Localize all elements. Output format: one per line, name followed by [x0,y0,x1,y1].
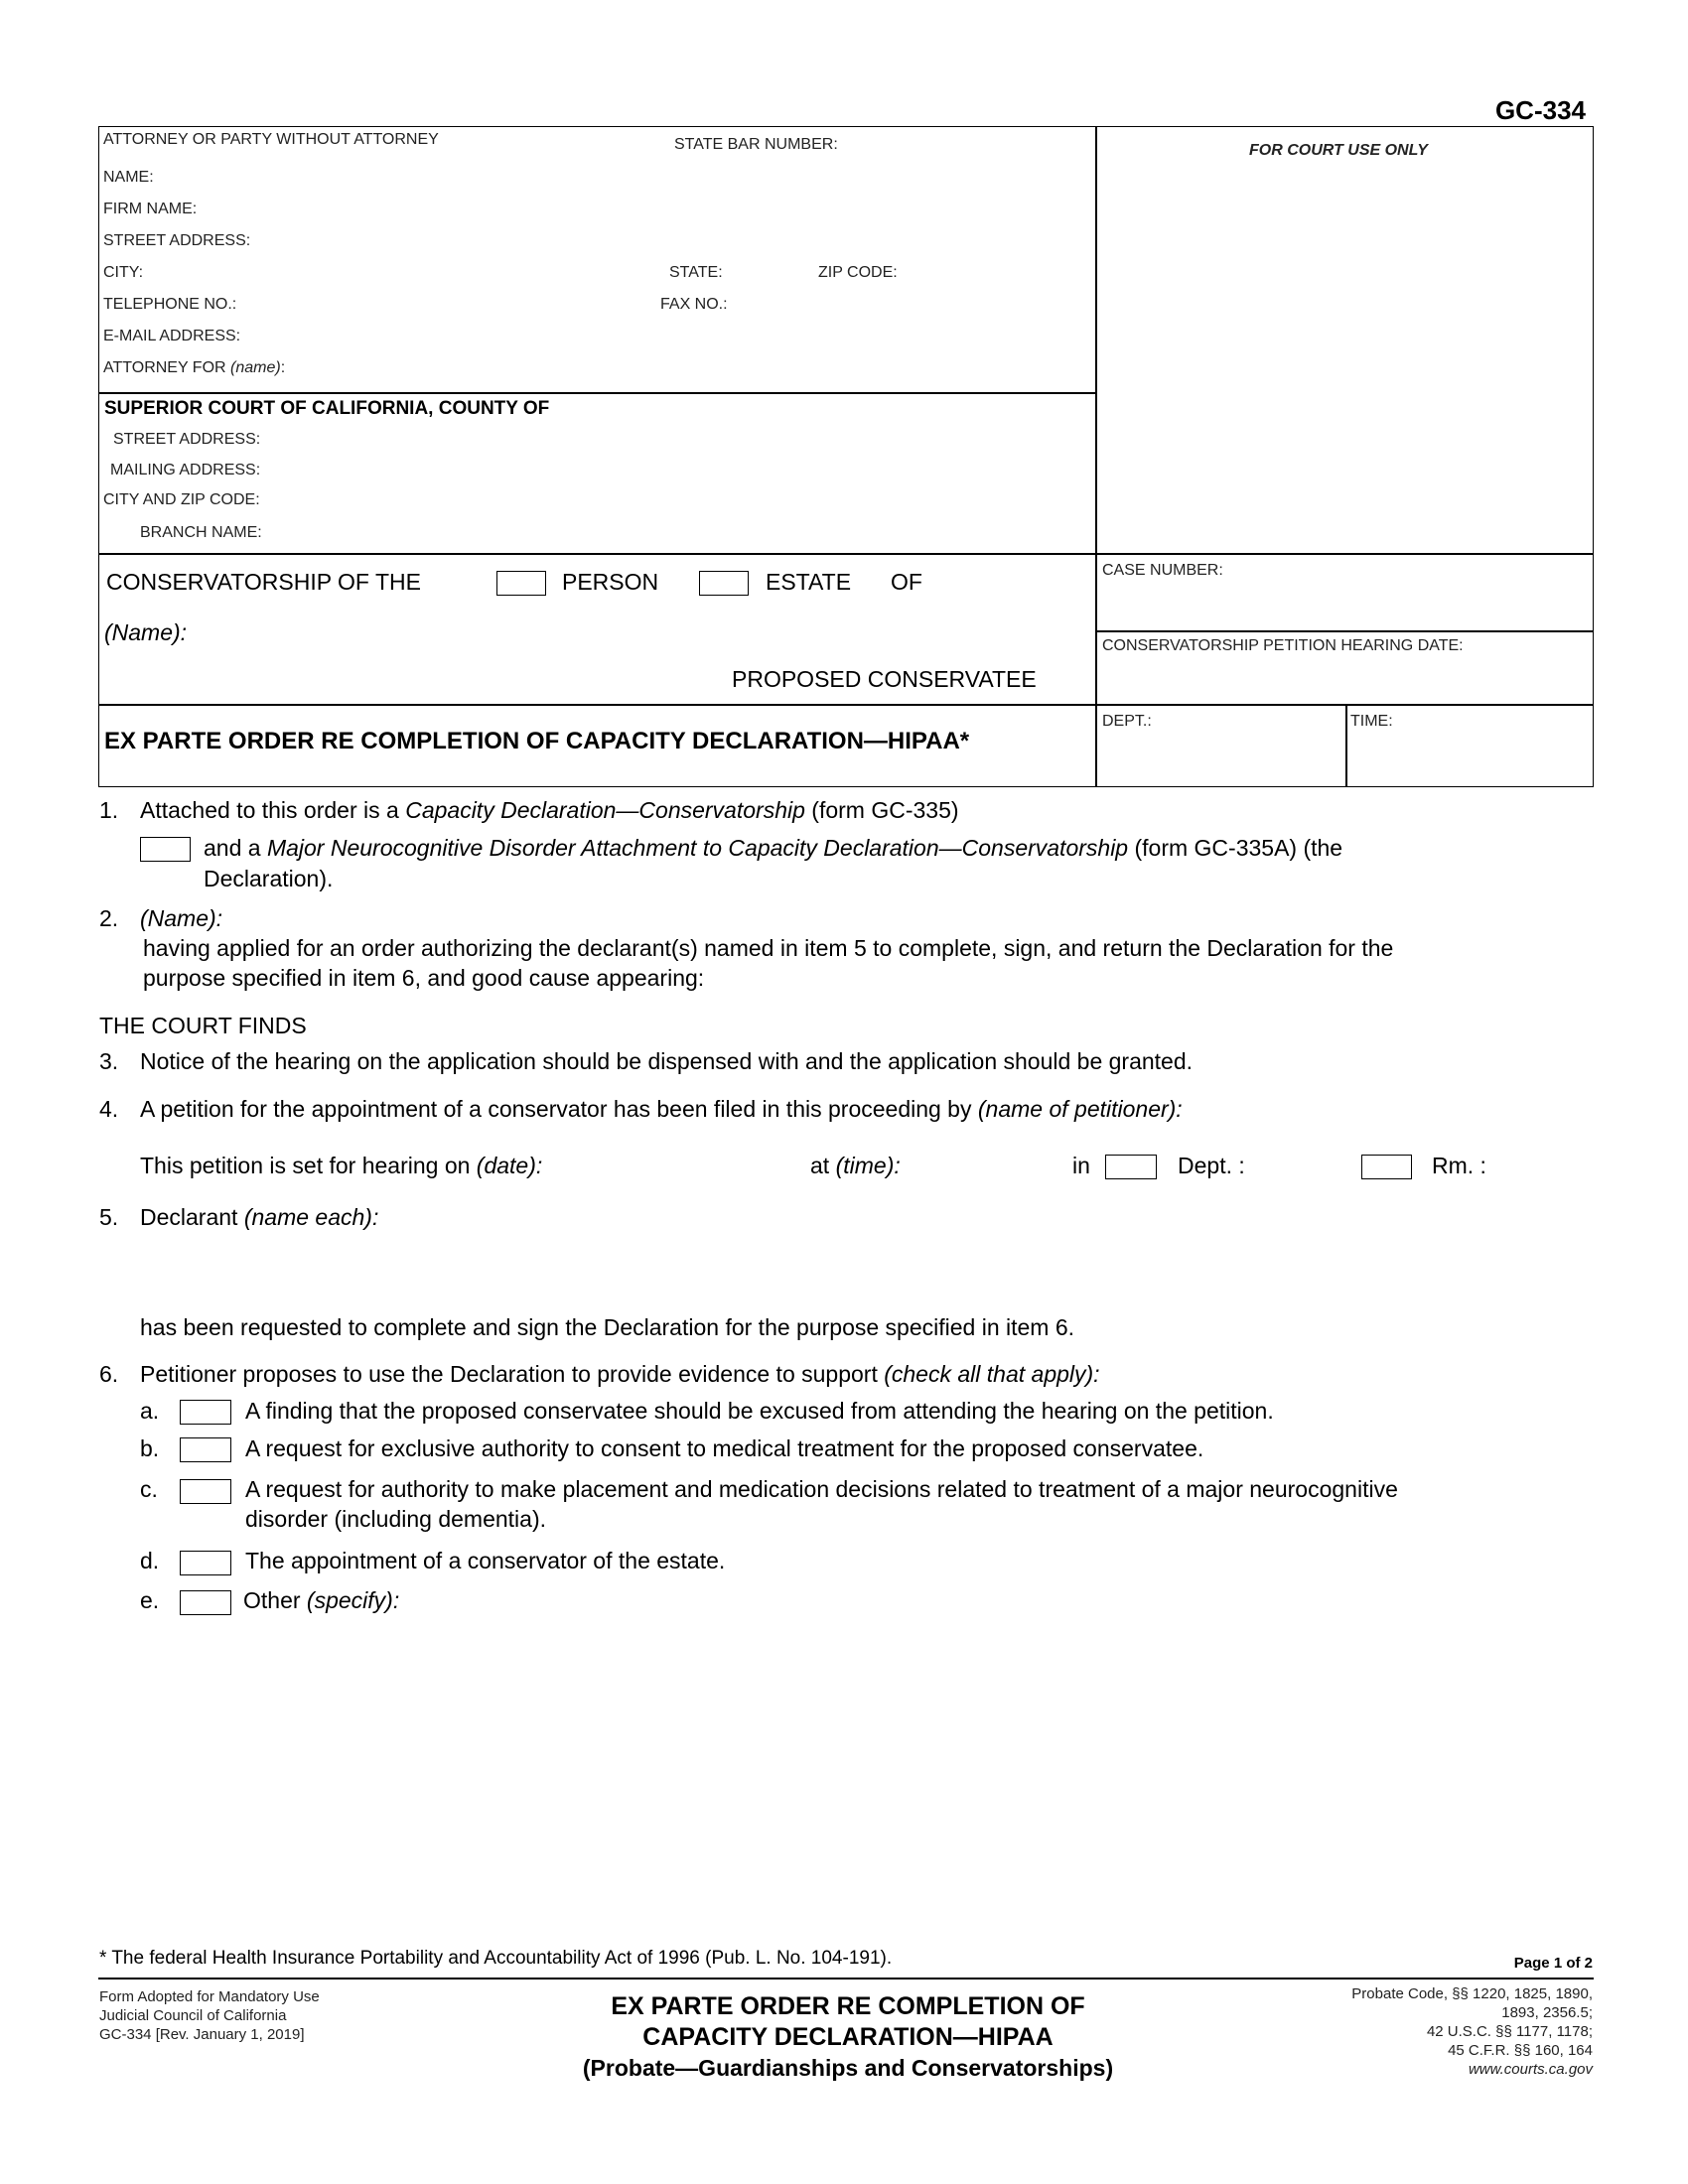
court-branch-label[interactable]: BRANCH NAME: [140,524,262,541]
footer-title-2: CAPACITY DECLARATION—HIPAA [642,2023,1054,2051]
name-label[interactable]: NAME: [103,169,154,186]
court-use-label: FOR COURT USE ONLY [1249,142,1428,159]
item-6a-checkbox[interactable] [180,1400,231,1425]
dept-label[interactable]: DEPT.: [1102,713,1152,730]
item-4-at: at [810,1153,836,1178]
item-4-set: This petition is set for hearing on [140,1153,477,1178]
item-4-number: 4. [99,1096,119,1122]
item-6b-text: A request for exclusive authority to consent to medical treatment for the proposed conservatee. [245,1435,1204,1461]
item-5-number: 5. [99,1204,119,1230]
court-mailing-label[interactable]: MAILING ADDRESS: [110,462,261,478]
item-6b-letter: b. [140,1435,160,1461]
item-2-text-2: purpose specified in item 6, and good cause appearing: [143,965,705,991]
item-6a-text: A finding that the proposed conservatee should be excused from attending the hearing on the petition. [245,1398,1274,1424]
state-label[interactable]: STATE: [669,264,723,281]
item-6a-letter: a. [140,1398,160,1424]
adopted-line-1: Form Adopted for Mandatory Use [99,1988,320,2005]
attorney-header: ATTORNEY OR PARTY WITHOUT ATTORNEY [103,131,439,148]
footer-title-3: (Probate—Guardianships and Conservatorships) [582,2055,1114,2081]
item-6e-checkbox[interactable] [180,1590,231,1615]
item-4-dept-label: Dept. : [1178,1153,1245,1178]
item-5-declarant[interactable] [140,1204,378,1231]
form-title: EX PARTE ORDER RE COMPLETION OF CAPACITY DECLARATION—HIPAA* [104,728,970,754]
item-5-text: has been requested to complete and sign the Declaration for the purpose specified in item 6. [140,1314,1075,1340]
item-6c-text-1: A request for authority to make placement and medication decisions related to treatment of a major neurocognitive [245,1476,1398,1502]
court-title: SUPERIOR COURT OF CALIFORNIA, COUNTY OF [104,398,550,419]
item-6-a: Petitioner proposes to use the Declaration to provide evidence to support [140,1361,885,1387]
item-4-in: in [1072,1153,1090,1178]
attorney-for-colon: : [280,359,286,376]
item-6d-letter: d. [140,1548,160,1573]
street-address-label[interactable]: STREET ADDRESS: [103,232,251,249]
item-4-hearing-time[interactable] [810,1153,901,1179]
person-label: PERSON [562,569,659,595]
court-finds-heading: THE COURT FINDS [99,1013,307,1038]
item-6c-checkbox[interactable] [180,1479,231,1504]
item-6e-b: (specify): [306,1587,400,1613]
time-label[interactable]: TIME: [1350,713,1393,730]
city-label[interactable]: CITY: [103,264,144,281]
item-1-attachment-text-2: Declaration). [204,866,334,891]
item-1-c: (form GC-335) [804,797,959,823]
state-bar-label: STATE BAR NUMBER: [674,136,838,153]
case-number-label[interactable]: CASE NUMBER: [1102,562,1223,579]
item-4-room-label: Rm. : [1432,1153,1486,1178]
email-label[interactable]: E-MAIL ADDRESS: [103,328,241,344]
item-4-petitioner-label[interactable]: (name of petitioner): [977,1096,1183,1122]
ref-line-1: Probate Code, §§ 1220, 1825, 1890, [1351,1985,1593,2002]
adopted-line-3: GC-334 [Rev. January 1, 2019] [99,2026,305,2043]
item-6-text [140,1361,1100,1388]
footnote: * The federal Health Insurance Portability and Accountability Act of 1996 (Pub. L. No. 104-191). [99,1948,893,1969]
ref-line-3: 42 U.S.C. §§ 1177, 1178; [1426,2023,1593,2040]
item-4-date: (date): [476,1153,543,1178]
item-4-a: A petition for the appointment of a conservator has been filed in this proceeding by [140,1096,978,1122]
conservatee-name-label[interactable]: (Name): [104,619,188,645]
item-6b-checkbox[interactable] [180,1437,231,1462]
adopted-line-2: Judicial Council of California [99,2007,287,2024]
ref-website-link[interactable]: www.courts.ca.gov [1468,2061,1593,2078]
item-3-number: 3. [99,1048,119,1074]
attorney-for-text: ATTORNEY FOR [103,359,226,376]
item-1-b: Capacity Declaration—Conservatorship [405,797,805,823]
attorney-for-label[interactable] [103,359,285,377]
item-4-room-checkbox[interactable] [1361,1155,1412,1179]
attorney-box [98,126,1097,394]
item-6d-checkbox[interactable] [180,1551,231,1575]
page-number: Page 1 of 2 [1513,1955,1593,1972]
item-5-a: Declarant [140,1204,244,1230]
hearing-date-label[interactable]: CONSERVATORSHIP PETITION HEARING DATE: [1102,637,1464,654]
item-4-text [140,1096,1183,1123]
item-4-dept-checkbox[interactable] [1105,1155,1157,1179]
form-number: GC-334 [1494,95,1586,125]
item-3-text: Notice of the hearing on the application should be dispensed with and the application should be granted. [140,1048,1194,1074]
proposed-conservatee-label: PROPOSED CONSERVATEE [732,666,1037,692]
item-6e-letter: e. [140,1587,160,1613]
court-street-label[interactable]: STREET ADDRESS: [113,431,261,448]
court-city-zip-label[interactable]: CITY AND ZIP CODE: [103,491,260,508]
conservatorship-of-the: CONSERVATORSHIP OF THE [106,569,421,595]
item-1-text [140,797,959,824]
fax-label[interactable]: FAX NO.: [660,296,728,313]
ref-line-2: 1893, 2356.5; [1501,2004,1593,2021]
of-label: OF [891,569,922,595]
zip-label[interactable]: ZIP CODE: [818,264,898,281]
item-1-number: 1. [99,797,119,823]
estate-checkbox[interactable] [699,571,749,596]
ref-line-4: 45 C.F.R. §§ 160, 164 [1448,2042,1593,2059]
item-1-attachment-text [204,835,1342,862]
item-6c-text-2: disorder (including dementia). [245,1506,546,1532]
item-6-b: (check all that apply): [884,1361,1100,1387]
item-2-name-label[interactable]: (Name): [140,905,223,931]
item-2-text-1: having applied for an order authorizing the declarant(s) named in item 5 to complete, sign, and return the Declaration for the [143,935,1394,961]
court-use-box [1095,126,1594,555]
item-4-time: (time): [835,1153,901,1178]
item-6-number: 6. [99,1361,119,1387]
item-6e-a: Other [243,1587,307,1613]
item-5-b: (name each): [243,1204,379,1230]
item-6c-letter: c. [140,1476,158,1502]
item-1-attachment-checkbox[interactable] [140,837,191,862]
item-1-e: Major Neurocognitive Disorder Attachment to Capacity Declaration—Conservatorship [266,835,1129,861]
item-6e-text[interactable] [243,1587,399,1614]
telephone-label[interactable]: TELEPHONE NO.: [103,296,237,313]
footer-rule [98,1978,1594,1979]
item-4-hearing-date[interactable] [140,1153,542,1179]
item-2-number: 2. [99,905,119,931]
item-1-a: Attached to this order is a [140,797,406,823]
person-checkbox[interactable] [496,571,546,596]
attorney-for-hint: (name) [230,359,281,376]
item-1-d: and a [204,835,267,861]
item-6d-text: The appointment of a conservator of the estate. [245,1548,726,1573]
footer-title-1: EX PARTE ORDER RE COMPLETION OF [611,1992,1085,2020]
firm-name-label[interactable]: FIRM NAME: [103,201,198,217]
estate-label: ESTATE [766,569,852,595]
item-1-f: (form GC-335A) (the [1128,835,1343,861]
